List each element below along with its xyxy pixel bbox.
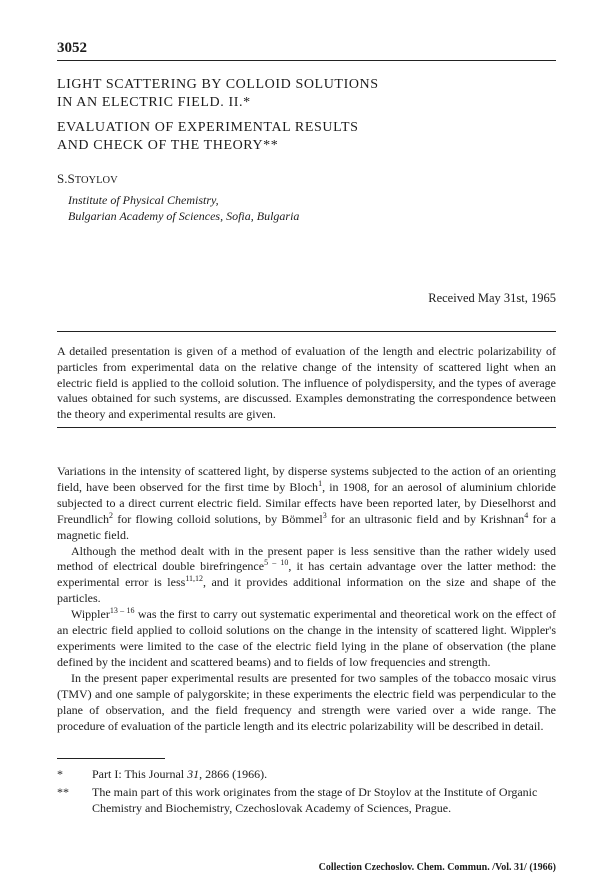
author-name bbox=[57, 171, 118, 187]
affiliation-line-2: Bulgarian Academy of Sciences, Sofia, Bulgaria bbox=[68, 209, 300, 223]
subtitle-line-2: AND CHECK OF THE THEORY** bbox=[57, 138, 279, 153]
footnote-rule bbox=[57, 758, 165, 759]
citation-ref: 4 bbox=[524, 510, 529, 520]
citation-ref: 13 – 16 bbox=[109, 606, 135, 616]
footnote-1: * Part I: This Journal 31, 2866 (1966). bbox=[57, 767, 268, 781]
citation-ref: 1 bbox=[318, 478, 323, 488]
article-body bbox=[57, 464, 556, 734]
paragraph-1: Variations in the intensity of scattered light, by disperse systems subjected to the action of an orienting field, have been observed for the first time by Bloch$^1$, in 1908, for an aerosol of aluminium chloride subjected to a direct current electric field. Similar effects have been reported later, by Dieselhorst and Freundlich$^2$ for flowing colloid solutions, by Bömmel$^3$ for an ultrasonic field and by Krishnan$^4$ for a magnetic field. bbox=[57, 464, 556, 542]
journal-citation: Collection Czechoslov. Chem. Commun. /Vol. 31/ (1966) bbox=[318, 862, 556, 873]
subtitle-line-1: EVALUATION OF EXPERIMENTAL RESULTS bbox=[57, 120, 359, 135]
paragraph-3: Wippler$^{13 - 16}$ was the first to carry out systematic experimental and theoretical work on the effect of an electric field applied to colloid solutions on the change in the intensity of scattered light. Wippler's experiments were limited to the case of the electric field lying in the plane of observation (the plane defined by the incident and scattered beams) and to fields of low frequencies and strength. bbox=[57, 606, 557, 669]
citation-ref: 3 bbox=[322, 510, 327, 520]
author-surname-rest: TOYLOV bbox=[74, 175, 118, 186]
page-number: 3052 bbox=[57, 40, 87, 56]
footnote-mark: ** bbox=[57, 785, 69, 799]
paragraph-4: In the present paper experimental results are presented for two samples of the tobacco mosaic virus (TMV) and one sample of palygorskite; in these experiments the electric field was perpendicular to the plane of observation, and the field frequency and strength were varied over a wide range. The procedure of evaluation of the particle length and its electric polarizability will be described in detail. bbox=[57, 670, 556, 733]
author-surname-initial: S bbox=[67, 171, 75, 186]
received-date: Received May 31st, 1965 bbox=[428, 291, 556, 305]
title-line-1: LIGHT SCATTERING BY COLLOID SOLUTIONS bbox=[57, 77, 379, 92]
citation-ref: 2 bbox=[109, 510, 113, 520]
header-rule bbox=[57, 60, 556, 61]
author-initial: S. bbox=[57, 171, 68, 186]
affiliation-line-1: Institute of Physical Chemistry, bbox=[68, 193, 219, 207]
abstract: A detailed presentation is given of a method of evaluation of the length and electric polarizability of particles from experimental data on the relative change of the intensity of scattered light when an electric field is applied to the colloid solution. The influence of polydispersity, and the types of average values obtained for such systems, are discussed. Examples demonstrating the correspondence between the theory and experimental results are given. bbox=[57, 344, 556, 422]
paragraph-2: Although the method dealt with in the present paper is less sensitive than the rather widely used method of electrical double birefringence$^{5 - 10}$, it has certain advantage over the latter method: the experimental error is less$^{11,12}$, and it provides additional information on the size and shape of the particles. bbox=[57, 543, 557, 606]
abstract-top-rule bbox=[57, 331, 556, 332]
abstract-bottom-rule bbox=[57, 427, 556, 428]
footnote-mark: * bbox=[57, 767, 63, 781]
citation-ref: 11,12 bbox=[185, 574, 204, 584]
citation-ref: 5 – 10 bbox=[264, 558, 289, 568]
footnote-2: ** The main part of this work originates from the stage of Dr Stoylov at the Institute of Organic Chemistry and Biochemistry, Czechoslovak Academy of Sciences, Prague. bbox=[57, 785, 538, 815]
title-line-2: IN AN ELECTRIC FIELD. II.* bbox=[57, 95, 251, 110]
